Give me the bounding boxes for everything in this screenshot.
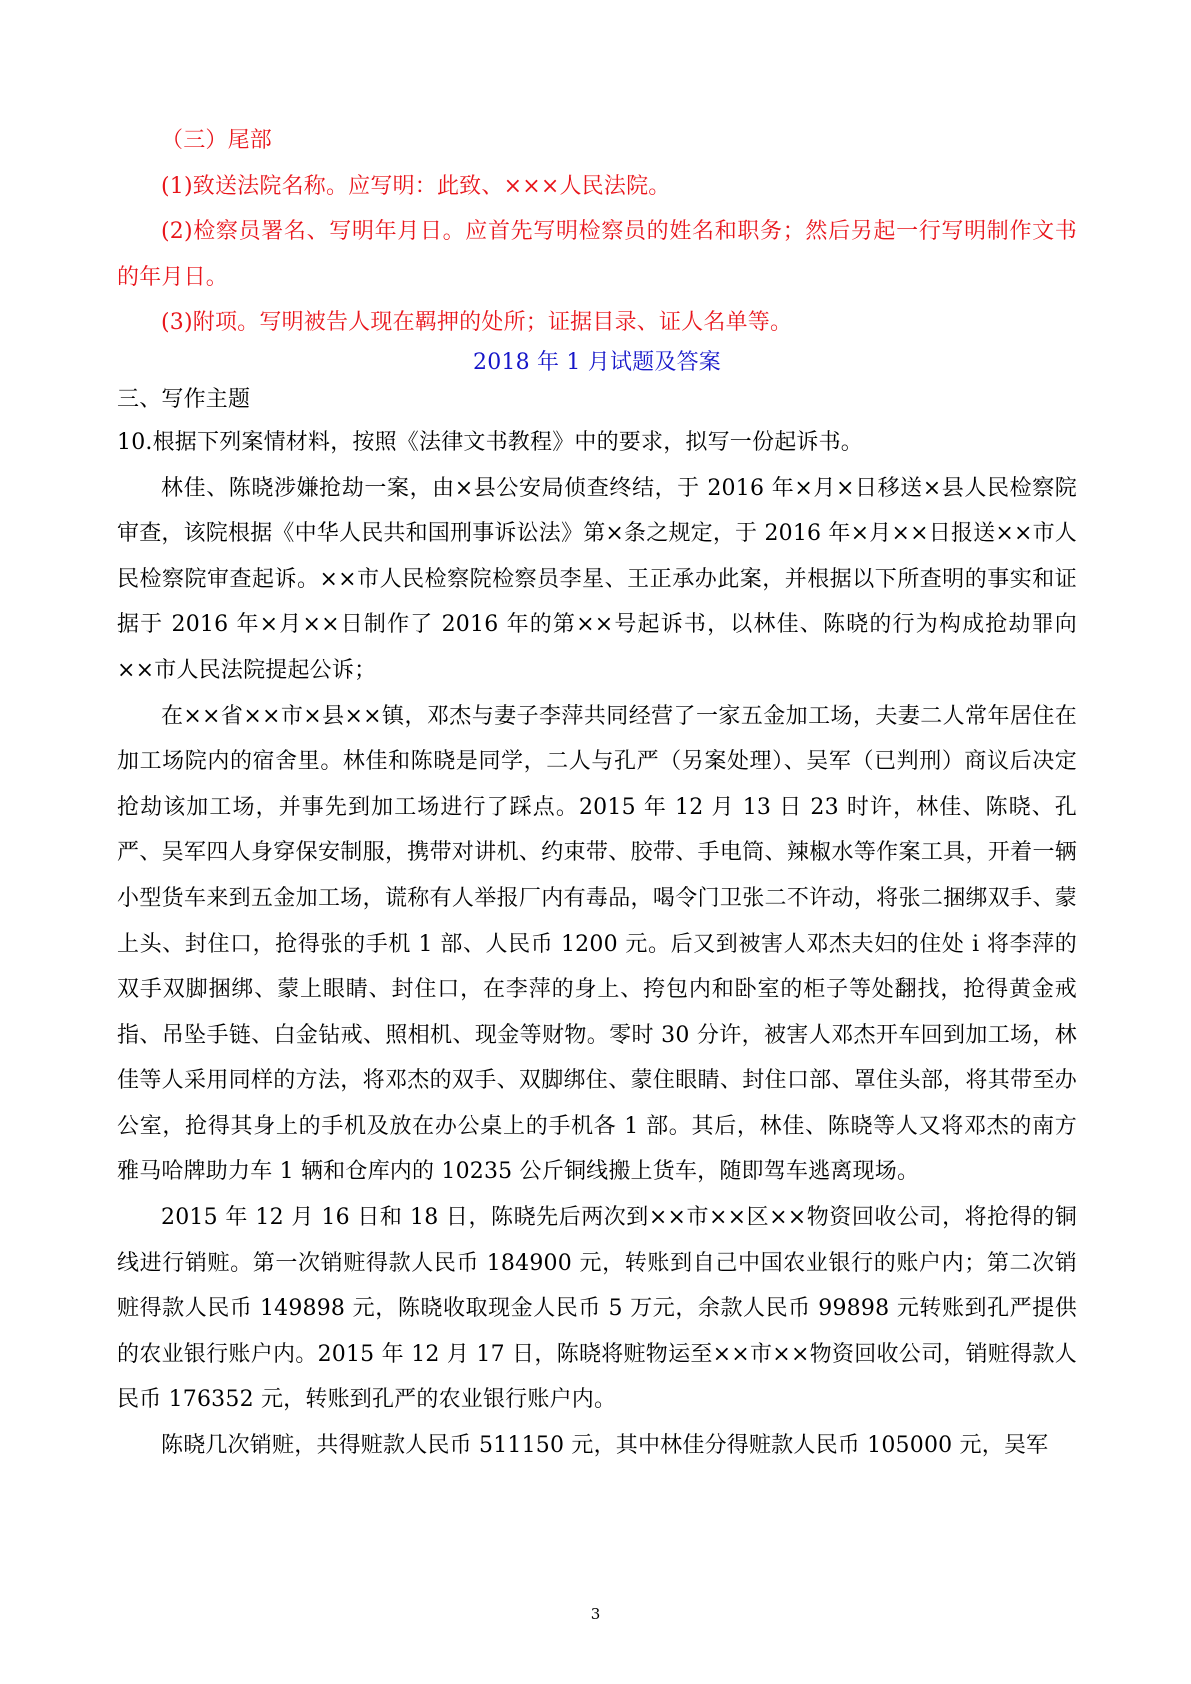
- tail-item-signature: (2)检察员署名、写明年月日。应首先写明检察员的姓名和职务；然后另起一行写明制作文书的年月日。: [117, 219, 1077, 290]
- case-paragraph-1: 林佳、陈晓涉嫌抢劫一案，由×县公安局侦查终结，于 2016 年×月×日移送×县人民检察院审查，该院根据《中华人民共和国刑事诉讼法》第×条之规定，于 2016 年×月××日报送××市人民检察院审查起诉。××市人民检察院检察员李星、王正承办此案，并根据以下所查明的事实和证据于 2016 年×月××日制作了 2016 年的第××号起诉书，以林佳、陈晓的行为构成抢劫罪向××市人民法院提起公诉；: [117, 475, 1077, 683]
- exam-title: 2018 年 1 月试题及答案: [473, 349, 721, 375]
- part-heading: 三、写作主题: [117, 386, 251, 412]
- case-paragraph-2: 在××省××市×县××镇，邓杰与妻子李萍共同经营了一家五金加工场，夫妻二人常年居住在加工场院内的宿舍里。林佳和陈晓是同学，二人与孔严（另案处理）、吴军（已判刑）商议后决定抢劫该加工场，并事先到加工场进行了踩点。2015 年 12 月 13 日 23 时许，林佳、陈晓、孔严、吴军四人身穿保安制服，携带对讲机、约束带、胶带、手电筒、辣椒水等作案工具，开着一辆小型货车来到五金加工场，谎称有人举报厂内有毒品，喝令门卫张二不许动，将张二捆绑双手、蒙上头、封住口，抢得张的手机 1 部、人民币 1200 元。后又到被害人邓杰夫妇的住处 i 将李萍的双手双脚捆绑、蒙上眼睛、封住口，在李萍的身上、挎包内和卧室的柜子等处翻找，抢得黄金戒指、吊坠手链、白金钻戒、照相机、现金等财物。零时 30 分许，被害人邓杰开车回到加工场，林佳等人采用同样的方法，将邓杰的双手、双脚绑住、蒙住眼睛、封住口部、罩住头部，将其带至办公室，抢得其身上的手机及放在办公桌上的手机各 1 部。其后，林佳、陈晓等人又将邓杰的南方雅马哈牌助力车 1 辆和仓库内的 10235 公斤铜线搬上货车，随即驾车逃离现场。: [117, 703, 1077, 1185]
- case-paragraph-3: 2015 年 12 月 16 日和 18 日，陈晓先后两次到××市××区××物资回收公司，将抢得的铜线进行销赃。第一次销赃得款人民币 184900 元，转账到自己中国农业银行的账户内；第二次销赃得款人民币 149898 元，陈晓收取现金人民币 5 万元，余款人民币 99898 元转账到孔严提供的农业银行账户内。2015 年 12 月 17 日，陈晓将赃物运至××市××物资回收公司，销赃得款人民币 176352 元，转账到孔严的农业银行账户内。: [117, 1205, 1077, 1413]
- case-paragraph-4: 陈晓几次销赃，共得赃款人民币 511150 元，其中林佳分得赃款人民币 105000 元，吴军: [161, 1433, 1049, 1459]
- tail-item-appendix: (3)附项。写明被告人现在羁押的处所；证据目录、证人名单等。: [161, 310, 793, 336]
- tail-item-court: (1)致送法院名称。应写明：此致、×××人民法院。: [161, 173, 671, 199]
- page-number: 3: [590, 1605, 601, 1623]
- page-content: [117, 118, 1077, 1469]
- question-text: 10.根据下列案情材料，按照《法律文书教程》中的要求，拟写一份起诉书。: [117, 429, 863, 455]
- section-tail-heading: （三）尾部: [161, 128, 273, 153]
